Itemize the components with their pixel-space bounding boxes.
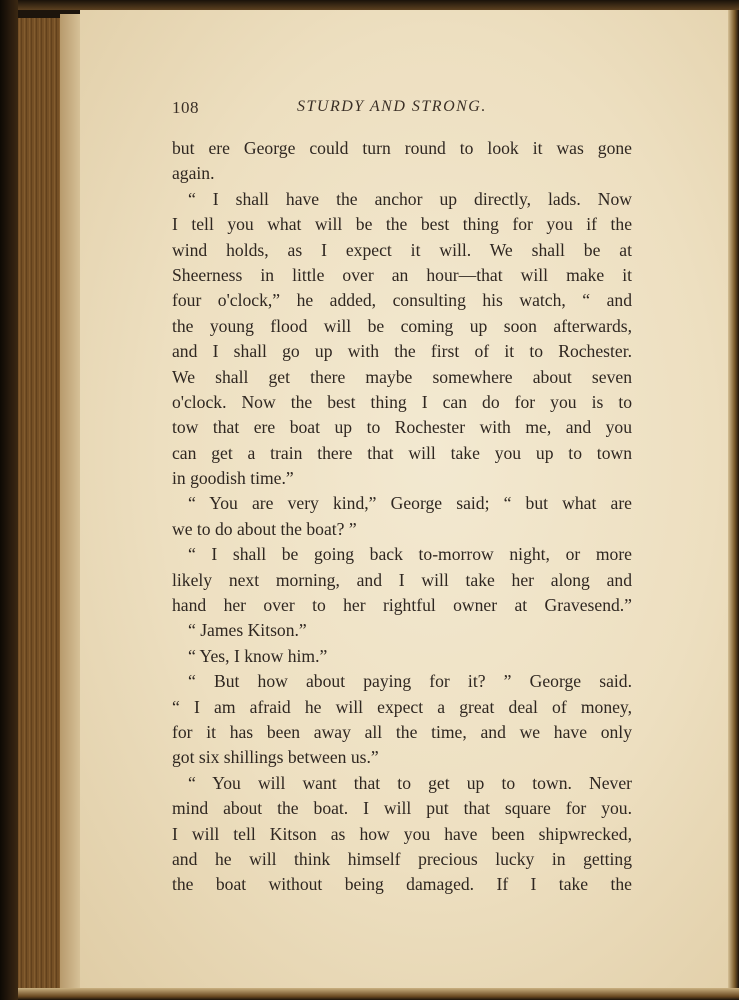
text-line: in goodish time.” [172,468,294,489]
text-line: wind holds, as I expect it will. We shall be at [172,239,632,260]
top-page-edge [18,0,739,10]
text-line: We shall get there maybe somewhere about seven [172,366,632,387]
right-page-edge [728,0,739,1000]
text-line: hand her over to her rightful owner at Gravesend.” [172,595,632,616]
running-head: STURDY AND STRONG. [297,98,487,115]
text-line: got six shillings between us.” [172,747,379,768]
text-line: likely next morning, and I will take her along and [172,569,632,590]
page-number: 108 [172,98,199,117]
text-line: for it has been away all the time, and we have only [172,721,632,742]
page-header [172,98,632,124]
text-line: the young flood will be coming up soon afterwards, [172,315,632,336]
text-line: mind about the boat. I will put that square for you. [172,798,632,819]
text-line: o'clock. Now the best thing I can do for you is to [172,391,632,412]
text-line: we to do about the boat? ” [172,518,357,539]
text-line: “ I am afraid he will expect a great deal of money, [172,696,632,717]
text-line: and he will think himself precious lucky in getting [172,848,632,869]
text-line: “ I shall be going back to-morrow night, or more [188,544,632,565]
text-line: I tell you what will be the best thing for you if the [172,214,632,235]
text-line: “ But how about paying for it? ” George said. [188,671,632,692]
text-line: “ You are very kind,” George said; “ but what are [188,493,632,514]
text-line: but ere George could turn round to look it was gone [172,138,632,158]
book-binding [0,0,18,1000]
text-line: I will tell Kitson as how you have been shipwrecked, [172,823,632,844]
text-line: “ James Kitson.” [188,620,307,641]
bottom-page-edge [18,988,739,1000]
text-line: tow that ere boat up to Rochester with me, and you [172,417,632,438]
text-line: “ You will want that to get up to town. Never [188,772,632,793]
text-line: “ Yes, I know him.” [188,645,328,666]
body-text [172,136,632,898]
text-line: again. [172,163,215,184]
text-line: four o'clock,” he added, consulting his watch, “ and [172,290,632,311]
text-line: “ I shall have the anchor up directly, lads. Now [188,188,632,209]
text-line: the boat without being damaged. If I take the [172,874,632,895]
text-line: Sheerness in little over an hour—that will make it [172,264,632,285]
text-line: and I shall go up with the first of it to Rochester. [172,341,632,362]
text-line: can get a train there that will take you up to town [172,442,632,463]
